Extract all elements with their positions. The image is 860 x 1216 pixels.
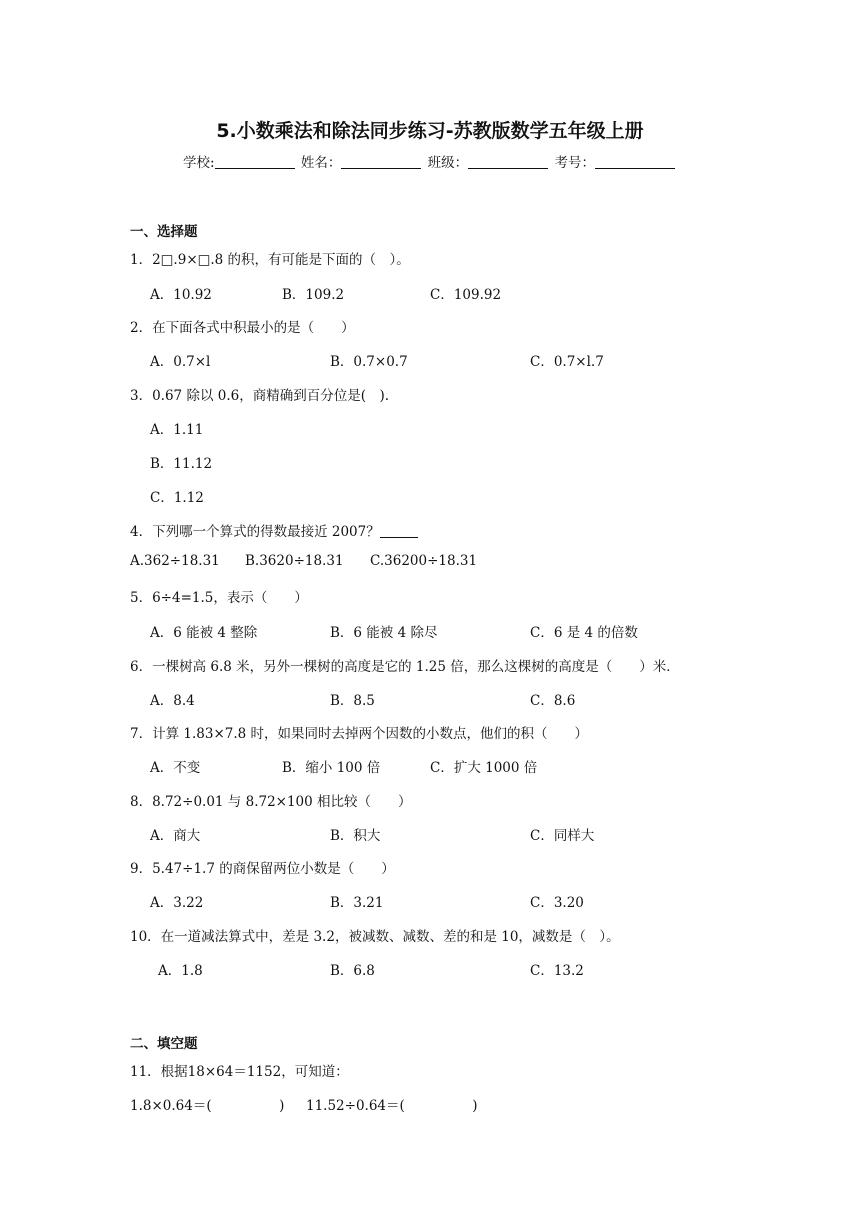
q10-option-b[interactable]: B．6.8 [330, 963, 375, 979]
q1-option-c[interactable]: C．109.92 [430, 287, 502, 303]
question-4-stem: 4．下列哪一个算式的得数最接近 2007？ [130, 524, 380, 540]
student-info-line [0, 151, 860, 171]
q1-option-a[interactable]: A．10.92 [150, 287, 212, 303]
q3-option-b[interactable]: B．11.12 [150, 456, 213, 472]
q3-option-c[interactable]: C．1.12 [150, 490, 204, 506]
exam-no-blank[interactable] [595, 154, 675, 169]
question-9: 9．5.47÷1.7 的商保留两位小数是（ ） [130, 861, 395, 877]
q11-part-a[interactable]: 1.8×0.64＝( ) [130, 1098, 285, 1114]
question-11: 11．根据18×64＝1152，可知道： [130, 1064, 349, 1080]
question-5: 5．6÷4=1.5，表示（ ） [130, 590, 308, 606]
question-6: 6．一棵树高 6.8 米，另外一棵树的高度是它的 1.25 倍，那么这棵树的高度是（ ）米． [130, 659, 680, 675]
exam-no-label: 考号： [554, 155, 595, 171]
q8-option-a[interactable]: A．商大 [150, 828, 201, 844]
class-label: 班级： [427, 155, 469, 171]
q9-option-c[interactable]: C．3.20 [530, 895, 584, 911]
name-blank[interactable] [341, 154, 421, 169]
school-blank[interactable] [215, 154, 295, 169]
q4-option-c[interactable]: C.36200÷18.31 [370, 553, 478, 569]
question-8: 8．8.72÷0.01 与 8.72×100 相比较（ ） [130, 794, 412, 810]
q4-answer-blank[interactable] [380, 524, 418, 538]
q5-option-c[interactable]: C．6 是 4 的倍数 [530, 625, 638, 641]
question-2: 2．在下面各式中积最小的是（ ） [130, 320, 355, 336]
section-title-fill: 二、填空题 [130, 1036, 198, 1052]
q2-option-b[interactable]: B．0.7×0.7 [330, 354, 408, 370]
q9-option-b[interactable]: B．3.21 [330, 895, 384, 911]
school-label: 学校: [183, 155, 215, 171]
q6-option-c[interactable]: C．8.6 [530, 693, 576, 709]
q4-option-a[interactable]: A.362÷18.31 [130, 553, 220, 569]
q1-option-b[interactable]: B．109.2 [282, 287, 345, 303]
q11-part-b[interactable]: 11.52÷0.64＝( ) [306, 1098, 478, 1114]
class-blank[interactable] [468, 154, 548, 169]
q10-option-a[interactable]: A．1.8 [158, 963, 203, 979]
q10-option-c[interactable]: C．13.2 [530, 963, 584, 979]
q7-option-a[interactable]: A．不变 [150, 760, 201, 776]
page-title: 5.小数乘法和除法同步练习-苏教版数学五年级上册 [216, 120, 644, 142]
q9-option-a[interactable]: A．3.22 [150, 895, 204, 911]
q2-option-a[interactable]: A．0.7×l [150, 354, 211, 370]
name-label: 姓名： [300, 155, 342, 171]
q7-option-b[interactable]: B．缩小 100 倍 [282, 760, 381, 776]
q5-option-b[interactable]: B．6 能被 4 除尽 [330, 625, 438, 641]
q3-option-a[interactable]: A．1.11 [150, 422, 204, 438]
q5-option-a[interactable]: A．6 能被 4 整除 [150, 625, 258, 641]
section-title-choice: 一、选择题 [130, 224, 198, 240]
question-1: 1．2□.9×□.8 的积，有可能是下面的（ ）。 [130, 252, 410, 268]
q2-option-c[interactable]: C．0.7×l.7 [530, 354, 604, 370]
q8-option-c[interactable]: C．同样大 [530, 828, 595, 844]
question-3: 3．0.67 除以 0.6，商精确到百分位是( ). [130, 388, 390, 404]
q8-option-b[interactable]: B．积大 [330, 828, 381, 844]
question-10: 10．在一道减法算式中，差是 3.2，被减数、减数、差的和是 10，减数是（ ）。 [130, 929, 620, 945]
question-4 [130, 520, 418, 540]
q7-option-c[interactable]: C．扩大 1000 倍 [430, 760, 538, 776]
q6-option-a[interactable]: A．8.4 [150, 693, 195, 709]
question-7: 7．计算 1.83×7.8 时，如果同时去掉两个因数的小数点，他们的积（ ） [130, 726, 589, 742]
q4-option-b[interactable]: B.3620÷18.31 [245, 553, 344, 569]
q6-option-b[interactable]: B．8.5 [330, 693, 375, 709]
